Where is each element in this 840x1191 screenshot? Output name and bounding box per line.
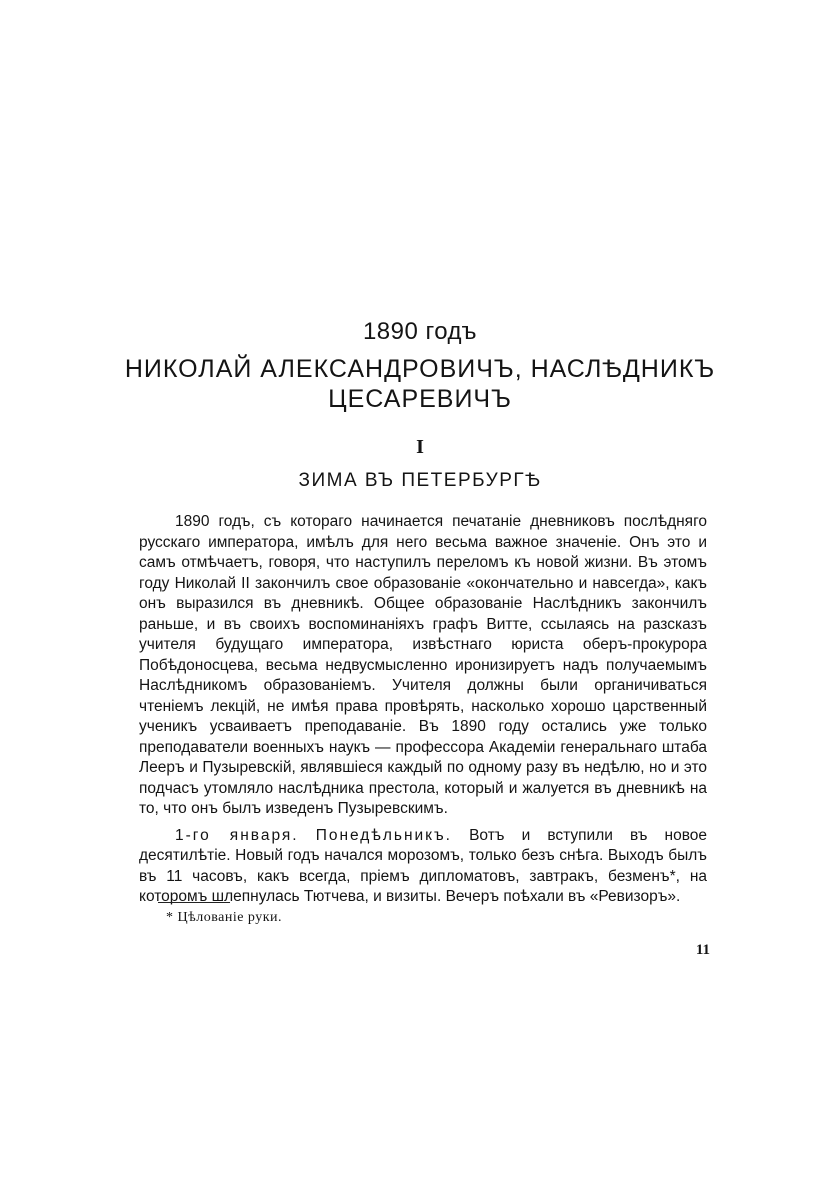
footnote-divider — [158, 902, 230, 903]
entry-date: 1-го января. — [175, 826, 299, 844]
body-text — [139, 512, 707, 914]
year-heading: 1890 годъ — [362, 318, 478, 345]
entry-weekday: Понедѣльникъ. — [315, 826, 452, 844]
section-number: I — [416, 436, 424, 458]
paragraph-diary-entry — [139, 826, 707, 908]
footnote: * Цѣлованіе руки. — [166, 910, 283, 925]
footnote-marker: * — [669, 867, 676, 885]
chapter-heading — [110, 354, 730, 414]
paragraph-intro: 1890 годъ, съ котораго начинается печатаніе дневниковъ послѣдняго русскаго императора, имѣлъ для него весьма важное значеніе. Онъ это и самъ отмѣчаетъ, говоря, что наступилъ переломъ къ новой жизни. Въ этомъ году Николай II закончилъ свое образованіе «окончательно и навсегда», какъ онъ выразился въ дневникѣ. Общее образованіе Наслѣдникъ закончилъ раньше, и въ своихъ воспоминаніяхъ графъ Витте, ссылаясь на разсказъ учителя будущаго императора, извѣстнаго юриста оберъ-прокурора Побѣдоносцева, весьма недвусмысленно иронизируетъ надъ получаемымъ Наслѣдникомъ образованіемъ. Учителя должны были органичиваться чтеніемъ лекцій, не имѣя права провѣрять, насколько хорошо царственный ученикъ усваиваетъ преподаваніе. Въ 1890 году остались уже только преподаватели военныхъ наукъ — профессора Академіи генеральнаго штаба Лееръ и Пузыревскій, являвшіеся каждый по одному разу въ недѣлю, но и это подчасъ утомляло наслѣдника престола, который и жалуется въ дневникѣ на то, что онъ былъ изведенъ Пузыревскимъ. — [139, 513, 707, 817]
entry-text-part-2: , на которомъ шлепнулась Тютчева, и визиты. Вечеръ поѣхали въ «Ревизоръ». — [139, 867, 707, 905]
chapter-heading-line-1: НИКОЛАЙ АЛЕКСАНДРОВИЧЪ, НАСЛѢДНИКЪ — [124, 355, 716, 383]
section-title: ЗИМА ВЪ ПЕТЕРБУРГѢ — [298, 470, 542, 491]
chapter-heading-line-2: ЦЕСАРЕВИЧЪ — [328, 385, 512, 413]
page-number: 11 — [695, 942, 710, 958]
entry-text-part-1: Вотъ и вступили въ новое десятилѣтіе. Новый годъ начался морозомъ, только безъ снѣга. Выходъ былъ въ 11 часовъ, какъ всегда, пріемъ дипломатовъ, завтракъ, безменъ — [139, 826, 708, 885]
